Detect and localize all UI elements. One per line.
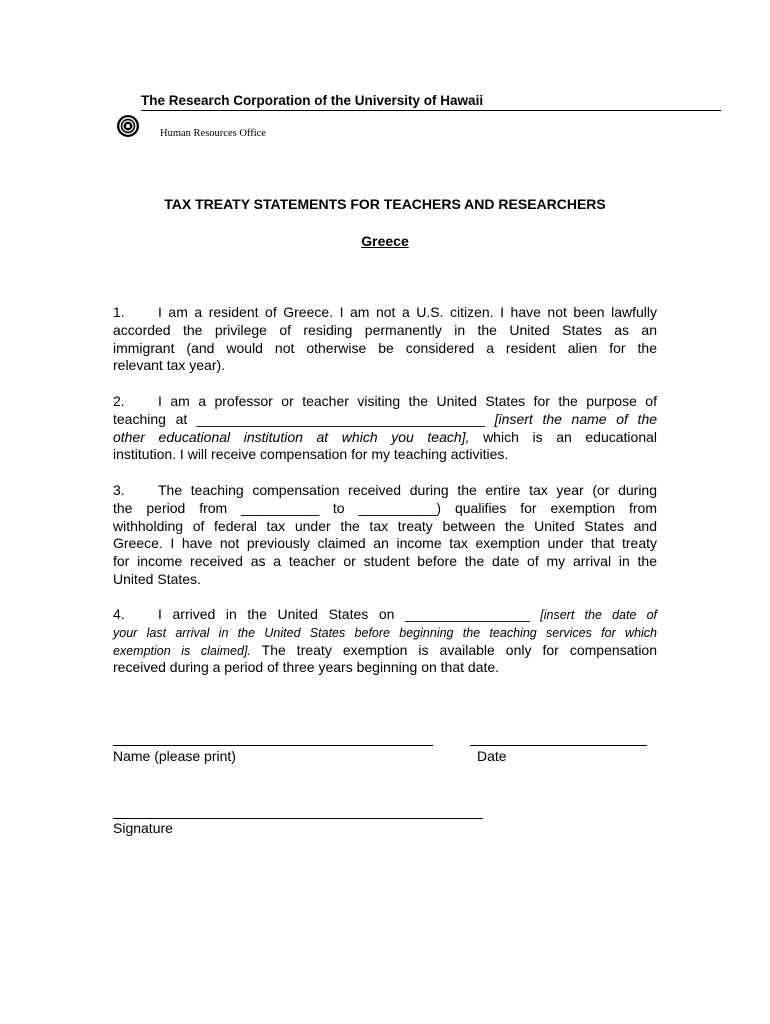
paragraph-line: your last arrival in the United States before beginning the teaching services for which	[113, 625, 657, 640]
date-label: Date	[477, 748, 507, 764]
paragraph-line: exemption is claimed]. The treaty exemption is available only for compensation	[113, 641, 658, 658]
paragraph-line: institution. I will receive compensation for my teaching activities.	[113, 446, 509, 463]
paragraph-line: United States.	[113, 570, 201, 587]
date-signature-line[interactable]	[470, 745, 647, 746]
period-from-blank: __________	[241, 499, 319, 516]
organization-name: The Research Corporation of the University of Hawaii	[141, 93, 484, 108]
paragraph-line: 3. The teaching compensation received during the entire tax year (or during	[113, 482, 657, 498]
paragraph-line: immigrant (and would not otherwise be considered a resident alien for the	[113, 339, 657, 356]
name-signature-line[interactable]	[113, 745, 433, 746]
paragraph-number: 3.	[113, 482, 125, 498]
paragraph-4	[113, 606, 657, 677]
paragraph-line: 2. I am a professor or teacher visiting the United States for the purpose of	[113, 393, 657, 409]
paragraph-2	[113, 393, 657, 464]
department-name: Human Resources Office	[160, 128, 266, 139]
paragraph-1	[113, 304, 657, 375]
paragraph-line: teaching at _____________________________________ [insert the name of the	[113, 410, 658, 427]
paragraph-line: relevant tax year).	[113, 357, 226, 374]
period-to-blank: __________	[358, 499, 437, 516]
paragraph-3	[113, 482, 657, 589]
paragraph-line: accorded the privilege of residing permanently in the United States as an	[113, 321, 657, 338]
paragraph-line: other educational institution at which you teach], which is an educational	[113, 428, 657, 445]
header-rule	[141, 110, 721, 111]
paragraph-number: 2.	[113, 393, 125, 409]
paragraph-line: Greece. I have not previously claimed an income tax exemption under that treaty	[113, 535, 657, 552]
country-heading: Greece	[361, 233, 409, 249]
paragraph-line: the period from __________ to __________) qualifies for exemption from	[113, 499, 658, 516]
institution-blank: _____________________________________	[196, 410, 486, 427]
paragraph-line: withholding of federal tax under the tax treaty between the United States and	[113, 517, 657, 534]
paragraph-number: 4.	[113, 606, 125, 622]
paragraph-line: 4. I arrived in the United States on ________________ [insert the date of	[113, 606, 658, 622]
paragraph-line: for income received as a teacher or student before the date of my arrival in the	[113, 553, 657, 570]
arrival-date-blank: ________________	[405, 606, 530, 622]
paragraph-line: received during a period of three years beginning on that date.	[113, 659, 500, 676]
paragraph-number: 1.	[113, 304, 125, 320]
signature-line[interactable]	[113, 818, 483, 819]
paragraph-line: 1. I am a resident of Greece. I am not a U.S. citizen. I have not been lawfully	[113, 304, 657, 320]
signature-label: Signature	[113, 820, 173, 836]
name-label: Name (please print)	[113, 748, 236, 764]
seal-logo-icon	[116, 114, 140, 138]
document-title: TAX TREATY STATEMENTS FOR TEACHERS AND RESEARCHERS	[164, 196, 606, 212]
